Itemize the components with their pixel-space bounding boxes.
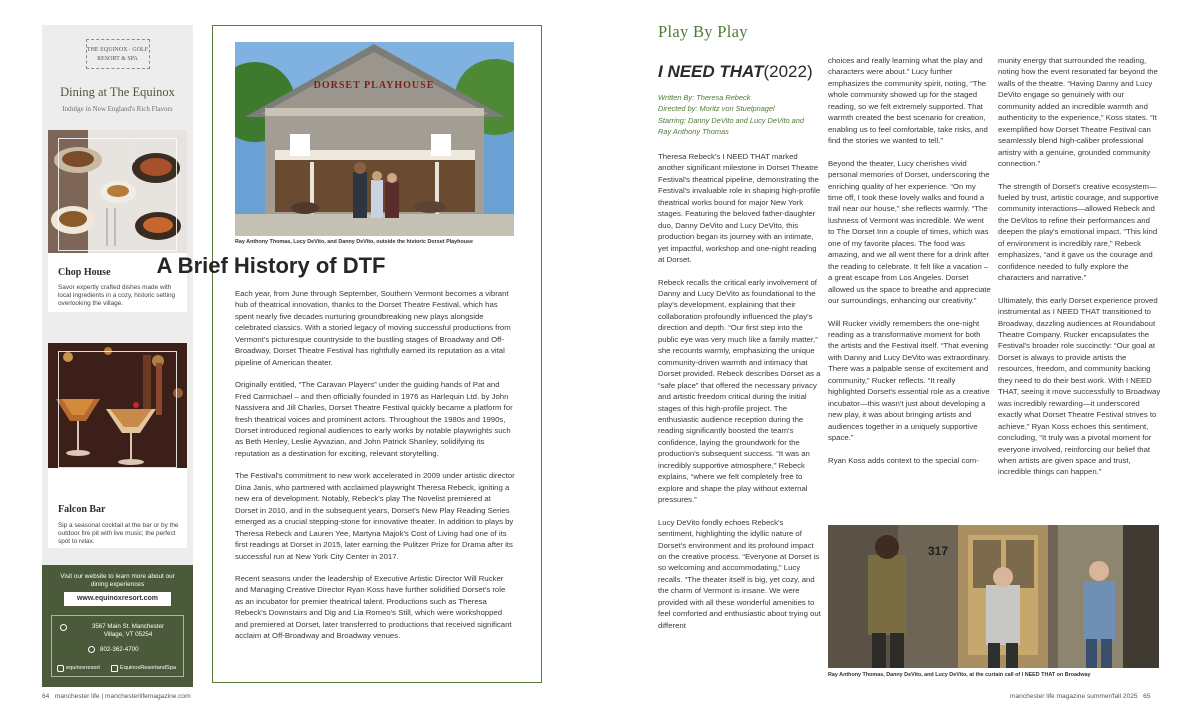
credit-writer: Written By: Theresa Rebeck	[658, 93, 751, 102]
article-column-3	[998, 55, 1161, 478]
history-paragraph: Originally entitled, “The Caravan Players” under the guiding hands of Pat and Fred Carmichael – and then officially founded in 1976 as Harlequin Ltd. by John Nassivera and Jill Charles, Dorset Theatre Festival quickly became a platform for fresh theatrical voices and prominent actors. Throughout the 1980s and 1990s, Dorset introduced regional audiences to early works by notable playwrights such as Beth Henley, Leslie Ayvazian, and John Patrick Shanley, solidifying its reputation as a destination for exciting, relevant storytelling.	[235, 380, 513, 458]
instagram-icon	[57, 665, 64, 672]
footer-left-text: manchester life | manchesterlifemagazine.com	[54, 693, 191, 700]
history-title: A Brief History of DTF	[156, 253, 386, 278]
ad-heading: Dining at The Equinox	[60, 85, 175, 99]
history-heading	[0, 253, 542, 279]
equinox-ad	[42, 25, 193, 687]
article-paragraph: Lucy DeVito fondly echoes Rebeck's sentiment, highlighting the idyllic nature of Dorset's environment and its profound impact on the creative process. “Everyone at Dorset is so welcoming and accommodating,” Lucy recalls. “The theater itself is big, yet cozy, and the charm of Vermont is insane. We were provided with all these wonderful amenities to feel comforted and enthusiastic about trying out different	[658, 517, 821, 630]
history-paragraph: Recent seasons under the leadership of Executive Artistic Director Will Rucker and Managing Creative Director Ryan Koss have further solidified Dorset's role as an incubator for premier theatrical talent. Productions such as Theresa Rebeck's Downstairs and Dig and Lia Romeo's Still, which were workshopped and premiered at Dorset, later transferred to productions that received significant acclaim at Off-Broadway and Broadway venues.	[235, 573, 512, 641]
article-paragraph: Will Rucker vividly remembers the one-night reading as a transformative moment for both the artists and the Festival itself. “That evening with Danny and Lucy DeVito was extraordinary. There was a palpable sense of excitement and community,” Rucker reflects. “It really highlighted Dorset's essential role as a creative incubator—this wasn't just about developing a new play, it was about bringing artists and audiences together in a uniquely supportive space.”	[828, 318, 991, 443]
footer-divider	[51, 693, 53, 700]
article-paragraph: Ultimately, this early Dorset experience proved instrumental as I NEED THAT transitioned to Broadway, dazzling audiences at Roundabout Theatre Company. Rucker encapsulates the Festival's broader role succinctly: “Our goal at Dorset is always to provide artists the resources, freedom, and community backing they need to do their best work. With I NEED THAT, seeing it move successfully to Broadway was incredibly rewarding—it underscored exactly what Dorset Theatre Festival strives to achieve.” Ryan Koss echoes this sentiment, concluding, “It truly was a pivotal moment for everyone involved, reinforcing our belief that when artists are given space and trust, incredible things can happen.”	[998, 295, 1161, 477]
location-pin-icon	[60, 624, 67, 631]
falcon-bar-text: Sip a seasonal cocktail at the bar or by the outdoor fire pit with live music; the perfect spot to relax.	[58, 522, 179, 545]
photo-caption-playhouse: Ray Anthony Thomas, Lucy DeVito, and Danny DeVito, outside the historic Dorset Playhouse	[235, 239, 474, 245]
article-paragraph: The strength of Dorset's creative ecosystem—fueled by trust, artistic courage, and supportive community interactions—allowed Rebeck and the DeVitos to refine their performances and deepen the play's emotional impact. “This kind of environment is incredibly rare,” Rebeck emphasizes, “and it gave us the courage and confidence needed to fully explore the characters and narrative.”	[998, 181, 1159, 283]
footer-right	[1010, 693, 1150, 700]
footer-right-text: manchester life magazine summer/fall 2025	[1010, 693, 1138, 700]
address-line-2: Village, VT 05254	[103, 631, 153, 638]
play-year: (2022)	[763, 62, 813, 81]
footer-left	[42, 693, 191, 700]
equinox-logo	[42, 39, 193, 69]
article-column-2	[828, 55, 991, 466]
playhouse-sign: DORSET PLAYHOUSE	[313, 80, 435, 91]
contact-box	[51, 615, 184, 677]
play-credits	[658, 92, 818, 137]
credit-director: Directed by: Moritz von Stuelpnagel	[658, 104, 775, 114]
article-paragraph: Ryan Koss adds context to the special com-	[828, 455, 979, 465]
website-link[interactable]: www.equinoxresort.com	[64, 592, 171, 606]
dorset-playhouse-photo	[235, 42, 514, 236]
ad-subheading: Indulge in New England's Rich Flavors	[62, 105, 173, 113]
footer-divider	[1139, 693, 1141, 700]
article-paragraph: Theresa Rebeck's I NEED THAT marked another significant milestone in Dorset Theatre Festival's theatrical pipeline, demonstrating the Festival's invaluable role in shaping high-profile theatrical works bound for major New York stages. Featuring the beloved father-daughter duo, Danny DeVito and Lucy DeVito, this production began its journey with an intimate, yet impactful, workshop and one-night reading at Dorset.	[658, 152, 821, 265]
article-paragraph: Rebeck recalls the critical early involvement of Danny and Lucy DeVito as foundational to the play's development, explaining that their collaboration profoundly influenced the play's direction and depth. “Our first step into the public eye was very much like a family matter,” she recounts warmly, emphasizing the unique community-driven warmth and intimacy that Dorset provided. Rebeck describes Dorset as a “safe place” that offered the necessary privacy and artistic freedom critical during the initial stages of this high-profile project. The enthusiastic audience reception during the reading significantly boosted the team's confidence, laying the groundwork for the production's subsequent success. “It was an incredibly supportive atmosphere,” Rebeck explains, “where we felt completely free to explore and shape the play without external pressures.”	[658, 277, 821, 505]
article-paragraph: choices and really learning what the play and characters were about.” Lucy further emphasizes the community spirit, noting, “The whole community showed up for the staged reading, so we felt extremely supported. That warmth created the best scenario for creation, enabling us to feel comfortable, take risks, and find the stories we wanted to tell.”	[828, 56, 988, 146]
history-paragraph: Each year, from June through September, Southern Vermont becomes a vibrant hub of theatrical innovation, thanks to the Dorset Theatre Festival, which has spent nearly five decades nurturing groundbreaking new plays alongside celebrated classics. With a storied legacy of moving successful productions from Vermont's picturesque countryside to the bustling stages of Broadway and Off-Broadway, Dorset Theatre Festival has rightfully earned its reputation as a vital pipeline of American theater.	[235, 289, 511, 367]
page-number-right: 65	[1143, 693, 1151, 700]
article-column-1	[658, 151, 821, 631]
falcon-bar-title: Falcon Bar	[58, 504, 106, 515]
photo-frame	[58, 351, 177, 468]
photo-caption-broadway: Ray Anthony Thomas, Danny DeVito, and Lucy DeVito, at the curtain call of I NEED THAT on Broadway	[828, 672, 1091, 678]
visit-text: Visit our website to learn more about our dining experiences	[60, 573, 175, 588]
page-number-left: 64	[42, 693, 50, 700]
facebook-handle[interactable]: EquinoxResortandSpa	[120, 665, 176, 671]
chop-house-text: Savor expertly crafted dishes made with local ingredients in a cozy, historic setting overlooking the village.	[58, 284, 176, 307]
section-title: Play By Play	[658, 22, 748, 41]
article-paragraph: munity energy that surrounded the reading, noting how the event resonated far beyond the walls of the theatre. “Having Danny and Lucy DeVito engage so genuinely with our community added an incredible warmth and authenticity to the experience,” Koss states. “It exemplified how Dorset Theatre Festival can seamlessly blend high-caliber professional artistry with a genuine, grounded community connection.”	[998, 56, 1158, 169]
phone-number[interactable]: 802-362-4700	[100, 646, 139, 653]
facebook-icon	[111, 665, 118, 672]
play-title: I NEED THAT	[658, 62, 764, 81]
article-paragraph: Beyond the theater, Lucy cherishes vivid personal memories of Dorset, underscoring the enriching quality of her experience. “On my time off, I took these lovely walks and found a trail near our house,” she reflects warmly. “The lushness of Vermont was incredible. We went to The Dorset Inn a couple of times, which was one of my favorite places. The food was amazing, and we all went there for a drink after the reading to celebrate. It felt like a vacation – a great escape from Los Angeles. Dorset allowed us the space to breathe and appreciate our surroundings, enhancing our creativity.”	[828, 158, 991, 306]
play-heading	[658, 62, 813, 82]
instagram-handle[interactable]: equinoxresort	[66, 665, 100, 671]
photo-frame	[58, 138, 177, 251]
history-paragraph: The Festival's commitment to new work accelerated in 2009 under artistic director Dina Janis, who partnered with acclaimed playwright Theresa Rebeck, igniting a new era of development. Notably, Rebeck's play The Novelist premiered at Dorset in 2010, and in the subsequent years, Dorset's New Play Reading Series emerged as a crucial stepping-stone for innovative theater. In addition to plays by Theresa Rebeck and Lauren Yee, Martyna Majok's Cost of Living had one of its first readings at Dorset in 2015, later earning the Pulitzer Prize for Drama after its successful run at New York City Center in 2017.	[235, 471, 515, 561]
ad-contact-panel	[42, 565, 193, 687]
address-line-1: 3567 Main St. Manchester	[91, 623, 165, 630]
credit-starring: Starring: Danny DeVito and Lucy DeVito and Ray Anthony Thomas	[658, 115, 804, 136]
history-body	[235, 288, 515, 642]
door-number: 317	[928, 544, 949, 558]
phone-icon	[88, 646, 95, 653]
equinox-logo-placeholder: THE EQUINOX · GOLF RESORT & SPA	[86, 39, 150, 69]
ad-card-chop-house	[48, 130, 187, 312]
broadway-curtain-call-photo	[828, 525, 1159, 668]
ad-card-falcon-bar	[48, 343, 187, 548]
chop-house-title: Chop House	[58, 267, 111, 278]
